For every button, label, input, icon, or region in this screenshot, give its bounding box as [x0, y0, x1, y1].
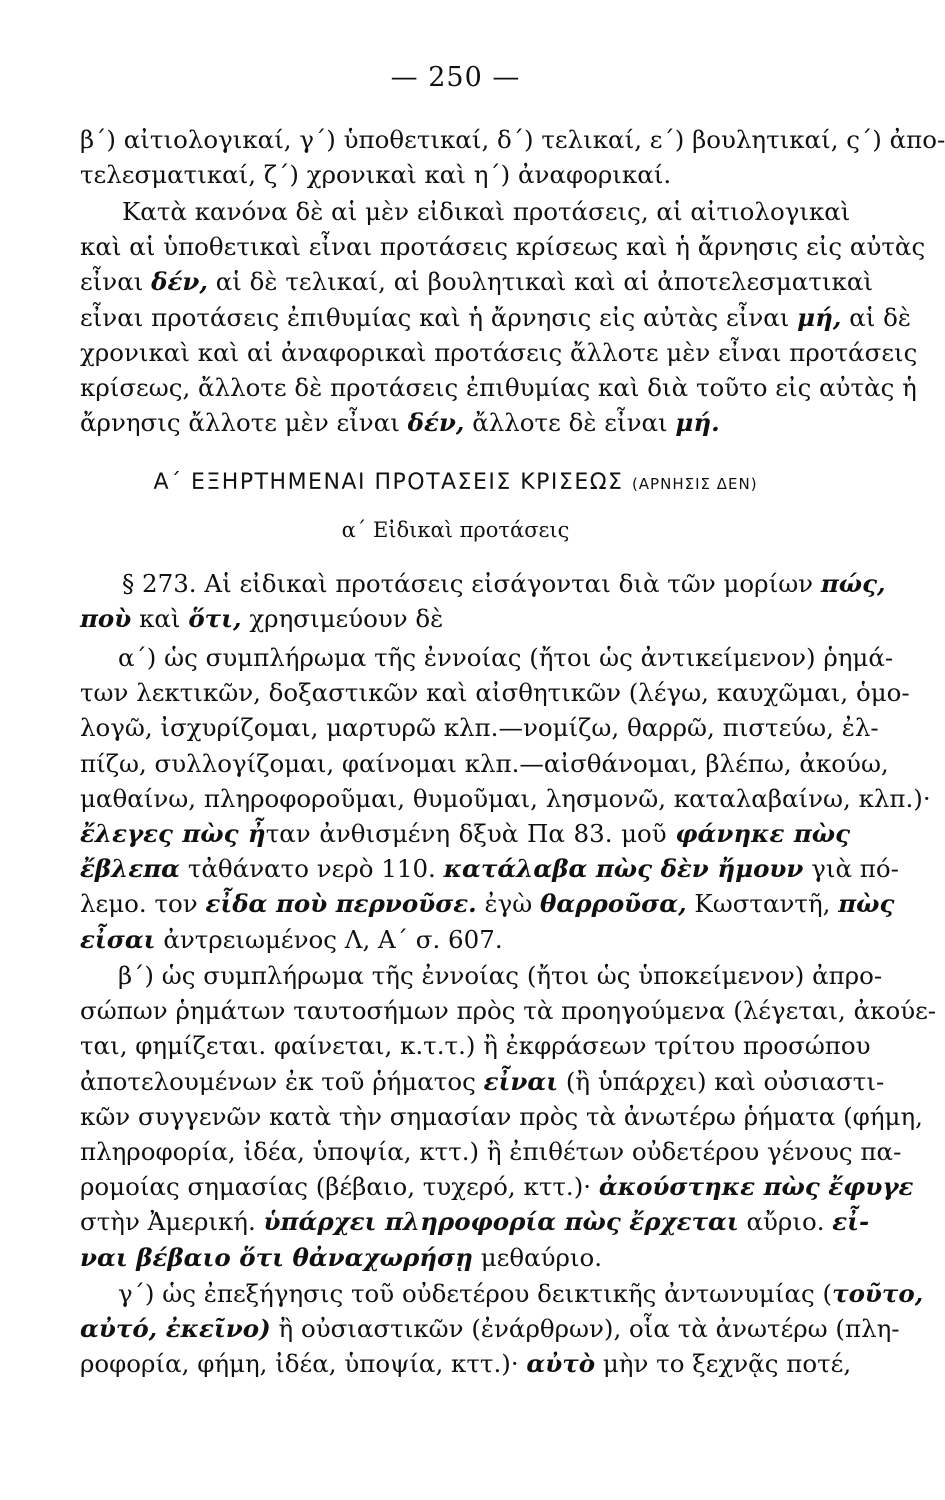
text-line: § 273. Αἱ εἰδικαὶ προτάσεις εἰσάγονται διὰ τῶν μορίων πώς,: [122, 569, 886, 598]
text-line: κῶν συγγενῶν κατὰ τὴν σημασίαν πρὸς τὰ ἀνωτέρω ῥήματα (φήμη,: [80, 1101, 923, 1131]
paragraph-1: [80, 122, 945, 192]
text-line: β΄) αἰτιολογικαί, γ΄) ὑποθετικαί, δ΄) τελικαί, ε΄) βουλητικαί, ς΄) ἀπο-: [80, 125, 945, 154]
text-line: ἔβλεπα τἀθάνατο νερὸ 110. κατάλαβα πὼς δὲν ἤμουν γιὰ πό-: [80, 854, 899, 884]
text-line: εἶναι δέν, αἱ δὲ τελικαί, αἱ βουλητικαὶ καὶ αἱ ἀποτελεσματικαὶ: [80, 267, 873, 297]
text-line: ναι βέβαιο ὅτι θἀναχωρήσῃ μεθαύριο.: [80, 1242, 603, 1272]
text-line: μαθαίνω, πληροφοροῦμαι, θυμοῦμαι, λησμονῶ, καταλαβαίνω, κλπ.)·: [80, 783, 931, 813]
text-line: ται, φημίζεται. φαίνεται, κ.τ.τ.) ἢ ἐκφράσεων τρίτου προσώπου: [80, 1031, 871, 1061]
text-line: γ΄) ὡς ἐπεξήγησις τοῦ οὐδετέρου δεικτικῆς ἀντωνυμίας (τοῦτο,: [118, 1279, 924, 1308]
text-line: ρομοίας σημασίας (βέβαιο, τυχερό, κττ.)· ἀκούστηκε πὼς ἔφυγε: [80, 1172, 914, 1202]
paragraph-2: [80, 194, 926, 440]
text-line: α΄) ὡς συμπλήρωμα τῆς ἐννοίας (ἤτοι ὡς ἀντικείμενον) ῥημά-: [118, 643, 894, 672]
page-number: — 250 —: [390, 62, 521, 93]
text-line: καὶ αἱ ὑποθετικαὶ εἶναι προτάσεις κρίσεως καὶ ἡ ἄρνησις εἰς αὐτὰς: [80, 232, 926, 262]
paragraph-gamma: [80, 1276, 924, 1382]
text-line: στὴν Ἀμερική. ὑπάρχει πληροφορία πὼς ἔρχεται αὔριο. εἶ-: [80, 1207, 870, 1237]
text-line: ἔλεγες πὼς ἦταν ἀνθισμένη δξυὰ Πα 83. μοῦ φάνηκε πὼς: [80, 818, 850, 848]
text-line: λογῶ, ἰσχυρίζομαι, μαρτυρῶ κλπ.—νομίζω, θαρρῶ, πιστεύω, ἐλ-: [80, 713, 879, 743]
text-line: τελεσματικαί, ζ΄) χρονικαὶ καὶ η΄) ἀναφορικαί.: [80, 160, 672, 190]
text-line: πίζω, συλλογίζομαι, φαίνομαι κλπ.—αἰσθάνομαι, βλέπω, ἀκούω,: [80, 748, 889, 778]
text-line: κρίσεως, ἄλλοτε δὲ προτάσεις ἐπιθυμίας καὶ διὰ τοῦτο εἰς αὐτὰς ἡ: [80, 372, 917, 402]
subsection-heading: α΄ Εἰδικαὶ προτάσεις: [341, 518, 570, 542]
text-line: ροφορία, φήμη, ἰδέα, ὑποψία, κττ.)· αὐτὸ μὴν το ξεχνᾷς ποτέ,: [80, 1349, 852, 1379]
text-line: χρονικαὶ καὶ αἱ ἀναφορικαὶ προτάσεις ἄλλοτε μὲν εἶναι προτάσεις: [80, 337, 918, 367]
section-heading-main: Α΄ ΕΞΗΡΤΗΜΕΝΑΙ ΠΡΟΤΑΣΕΙΣ ΚΡΙΣΕΩΣ: [153, 470, 624, 495]
text-line: αὐτό, ἐκεῖνο) ἢ οὐσιαστικῶν (ἐνάρθρων), οἷα τὰ ἀνωτέρω (πλη-: [80, 1314, 900, 1344]
text-line: ἀποτελουμένων ἐκ τοῦ ῥήματος εἶναι (ἢ ὑπάρχει) καὶ οὐσιαστι-: [80, 1066, 885, 1096]
section-heading: [0, 470, 911, 495]
text-line: β΄) ὡς συμπλήρωμα τῆς ἐννοίας (ἤτοι ὡς ὑποκείμενον) ἀπρο-: [118, 961, 883, 990]
text-line: σώπων ῥημάτων ταυτοσήμων πρὸς τὰ προηγούμενα (λέγεται, ἀκούε-: [80, 996, 937, 1026]
text-line: ποὺ καὶ ὅτι, χρησιμεύουν δὲ: [80, 604, 444, 634]
text-line: των λεκτικῶν, δοξαστικῶν καὶ αἰσθητικῶν (λέγω, καυχῶμαι, ὁμο-: [80, 678, 910, 708]
section-heading-note: (ΑΡΝΗΣΙΣ ΔΕΝ): [631, 475, 758, 493]
text-line: Κατὰ κανόνα δὲ αἱ μὲν εἰδικαὶ προτάσεις, αἱ αἰτιολογικαὶ: [122, 197, 851, 226]
text-line: λεμο. τον εἶδα ποὺ περνοῦσε. ἐγὼ θαρροῦσα, Κωσταντῆ, πὼς: [80, 889, 895, 919]
text-line: πληροφορία, ἰδέα, ὑποψία, κττ.) ἢ ἐπιθέτων οὐδετέρου γένους πα-: [80, 1136, 902, 1166]
paragraph-alpha: [80, 640, 931, 957]
paragraph-beta: [80, 958, 937, 1275]
paragraph-273: [80, 566, 886, 636]
text-line: ἄρνησις ἄλλοτε μὲν εἶναι δέν, ἄλλοτε δὲ εἶναι μή.: [80, 408, 720, 438]
text-line: εἶναι προτάσεις ἐπιθυμίας καὶ ἡ ἄρνησις εἰς αὐτὰς εἶναι μή, αἱ δὲ: [80, 302, 912, 332]
text-line: εἶσαι ἀντρειωμένος Λ, Α΄ σ. 607.: [80, 924, 503, 954]
